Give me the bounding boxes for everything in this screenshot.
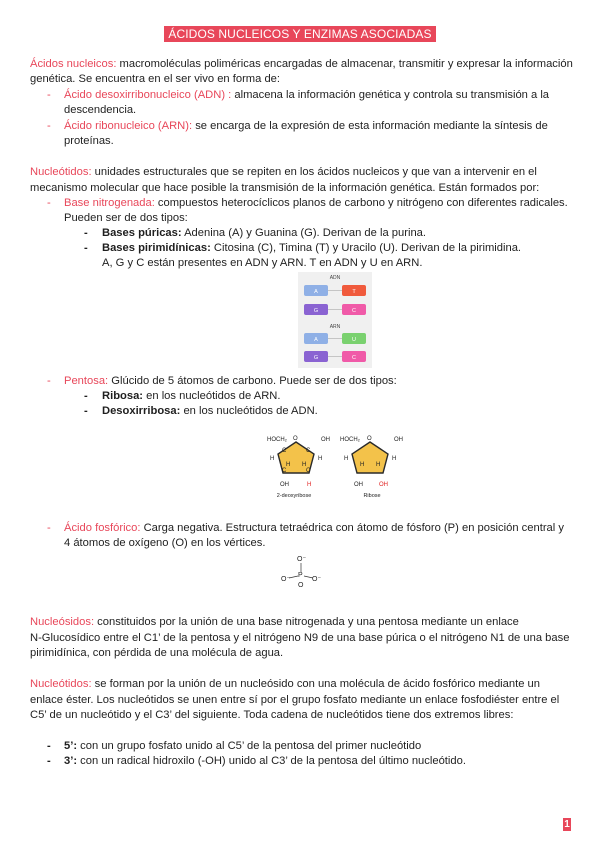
svg-text:OH: OH [379, 482, 388, 488]
nucleotidos-union-line2: enlace éster. Los nucleótidos se unen entre sí por el grupo fosfato mediante un enlace fosfodiéster entre el [30, 694, 560, 706]
page-title: ÁCIDOS NUCLEICOS Y ENZIMAS ASOCIADAS [0, 25, 600, 43]
bases-note: A, G y C están presentes en ADN y ARN. T en ADN y U en ARN. [102, 257, 423, 269]
base-letter-T: T [352, 289, 356, 295]
nucleotidos-union-line1: Nucleótidos: se forman por la unión de un nucleósido con una molécula de ácido fosfórico mediante un [30, 678, 540, 690]
sub-bullet-dash: - [84, 405, 88, 417]
pentosa-item: Pentosa: Glúcido de 5 átomos de carbono. Puede ser de dos tipos: [64, 375, 397, 387]
adn-item-line1: Ácido desoxirribonucleico (ADN) : almacena la información genética y controla su transmisión a la [64, 89, 550, 101]
fosforico-item-line1: Ácido fosfórico: Carga negativa. Estructura tetraédrica con átomo de fósforo (P) en posición central y [64, 522, 564, 534]
bullet-dash: - [47, 755, 51, 767]
nucleotidos-union-line3: C5’ de un nucleótido y el C3’ del siguiente. Toda cadena de nucleótidos tiene dos extremos libres: [30, 709, 514, 721]
ribosa-item: Ribosa: en los nucleótidos de ARN. [102, 390, 281, 402]
page-number: 1 [564, 819, 570, 830]
adn-label: ADN [329, 275, 341, 281]
svg-text:O⁻: O⁻ [297, 556, 307, 563]
bullet-dash: - [47, 375, 51, 387]
bases-pirimidinicas-item: Bases pirimidínicas: Citosina (C), Timina (T) y Uracilo (U). Derivan de la pirimidina. [102, 242, 522, 254]
sub-bullet-dash: - [84, 227, 88, 239]
svg-text:C: C [282, 448, 287, 454]
sub-bullet-dash: - [84, 242, 88, 254]
fosforico-item-line2: 4 átomos de oxígeno (O) en los vértices. [64, 537, 266, 549]
bases-puricas-item: Bases púricas: Adenina (A) y Guanina (G). Derivan de la purina. [102, 227, 426, 239]
bullet-dash: - [47, 89, 51, 101]
nucleotidos-paragraph-line1: Nucleótidos: unidades estructurales que se repiten en los ácidos nucleicos y que van a intervenir en el [30, 166, 537, 178]
svg-text:O⁻: O⁻ [281, 576, 291, 583]
nucleotidos-paragraph-line2: mecanismo molecular que hace posible la transmisión de la información genética. Están formados por: [30, 182, 540, 194]
svg-text:C: C [306, 468, 311, 474]
bullet-dash: - [47, 197, 51, 209]
nucleosidos-paragraph-line1: Nucleósidos: constituidos por la unión de una base nitrogenada y una pentosa mediante un enlace [30, 616, 519, 628]
svg-text:OH: OH [354, 482, 363, 488]
deoxyribose-caption: 2-deoxyribose [276, 493, 312, 499]
base-letter-G: G [313, 308, 319, 314]
base-letter-A: A [314, 289, 318, 295]
base-letter-G: G [313, 355, 319, 361]
svg-text:H: H [286, 462, 291, 468]
base-letter-A: A [314, 337, 318, 343]
svg-text:HOCH₂: HOCH₂ [340, 437, 360, 443]
svg-text:O: O [293, 436, 298, 442]
desoxirribosa-item: Desoxirribosa: en los nucleótidos de ADN. [102, 405, 318, 417]
svg-text:H: H [344, 456, 349, 462]
svg-text:OH: OH [321, 437, 330, 443]
base-item-line2: Pueden ser de dos tipos: [64, 212, 188, 224]
base-letter-C: C [352, 308, 356, 314]
adn-item-line2: descendencia. [64, 104, 137, 116]
ribose-caption: Ribose [363, 493, 381, 499]
svg-text:C: C [282, 468, 287, 474]
base-letter-U: U [352, 337, 356, 343]
bullet-dash: - [47, 740, 51, 752]
bond-line [289, 576, 298, 578]
svg-text:H: H [270, 456, 275, 462]
svg-text:H: H [302, 462, 307, 468]
svg-text:O: O [367, 436, 372, 442]
base-letter-C: C [352, 355, 356, 361]
bullet-dash: - [47, 120, 51, 132]
extremo-3-item: 3’: con un radical hidroxilo (-OH) unido al C3’ de la pentosa del último nucleótido. [64, 755, 466, 767]
acidos-paragraph-line2: genética. Se encuentra en el ser vivo en forma de: [30, 73, 281, 85]
svg-text:H: H [318, 456, 323, 462]
ribose-structure [340, 436, 403, 499]
svg-text:C: C [306, 448, 311, 454]
acidos-paragraph-line1: Ácidos nucleicos: macromoléculas poliméricas encargadas de almacenar, transmitir y expresar la información [30, 58, 573, 70]
svg-text:OH: OH [394, 437, 403, 443]
base-item-line1: Base nitrogenada: compuestos heterocíclicos planos de carbono y nitrógeno con diferentes radicales. [64, 197, 568, 209]
svg-text:H: H [360, 462, 365, 468]
bullet-dash: - [47, 522, 51, 534]
extremo-5-item: 5’: con un grupo fosfato unido al C5’ de la pentosa del primer nucleótido [64, 740, 422, 752]
sub-bullet-dash: - [84, 390, 88, 402]
svg-text:O⁻: O⁻ [312, 576, 322, 583]
svg-text:P: P [298, 572, 303, 579]
svg-text:OH: OH [280, 482, 289, 488]
nucleosidos-paragraph-line3: pirimidínica, con pérdida de una molécula de agua. [30, 647, 284, 659]
pentose-sugars-figure [258, 428, 408, 500]
svg-text:HOCH₂: HOCH₂ [267, 437, 287, 443]
svg-text:H: H [307, 482, 312, 488]
base-pairs-figure [298, 272, 372, 368]
arn-item-line2: proteínas. [64, 135, 114, 147]
phosphate-figure [280, 552, 322, 588]
arn-item-line1: Ácido ribonucleico (ARN): se encarga de la expresión de esta información mediante la síntesis de [64, 120, 548, 132]
svg-text:H: H [392, 456, 397, 462]
deoxyribose-structure [267, 436, 330, 499]
svg-text:H: H [376, 462, 381, 468]
svg-text:O: O [298, 582, 304, 588]
nucleosidos-paragraph-line2: N-Glucosídico entre el C1’ de la pentosa y el nitrógeno N9 de una base púrica o el nitrógeno N1 de una base [30, 632, 570, 644]
arn-label: ARN [329, 324, 341, 330]
ribose-ring [352, 442, 388, 473]
